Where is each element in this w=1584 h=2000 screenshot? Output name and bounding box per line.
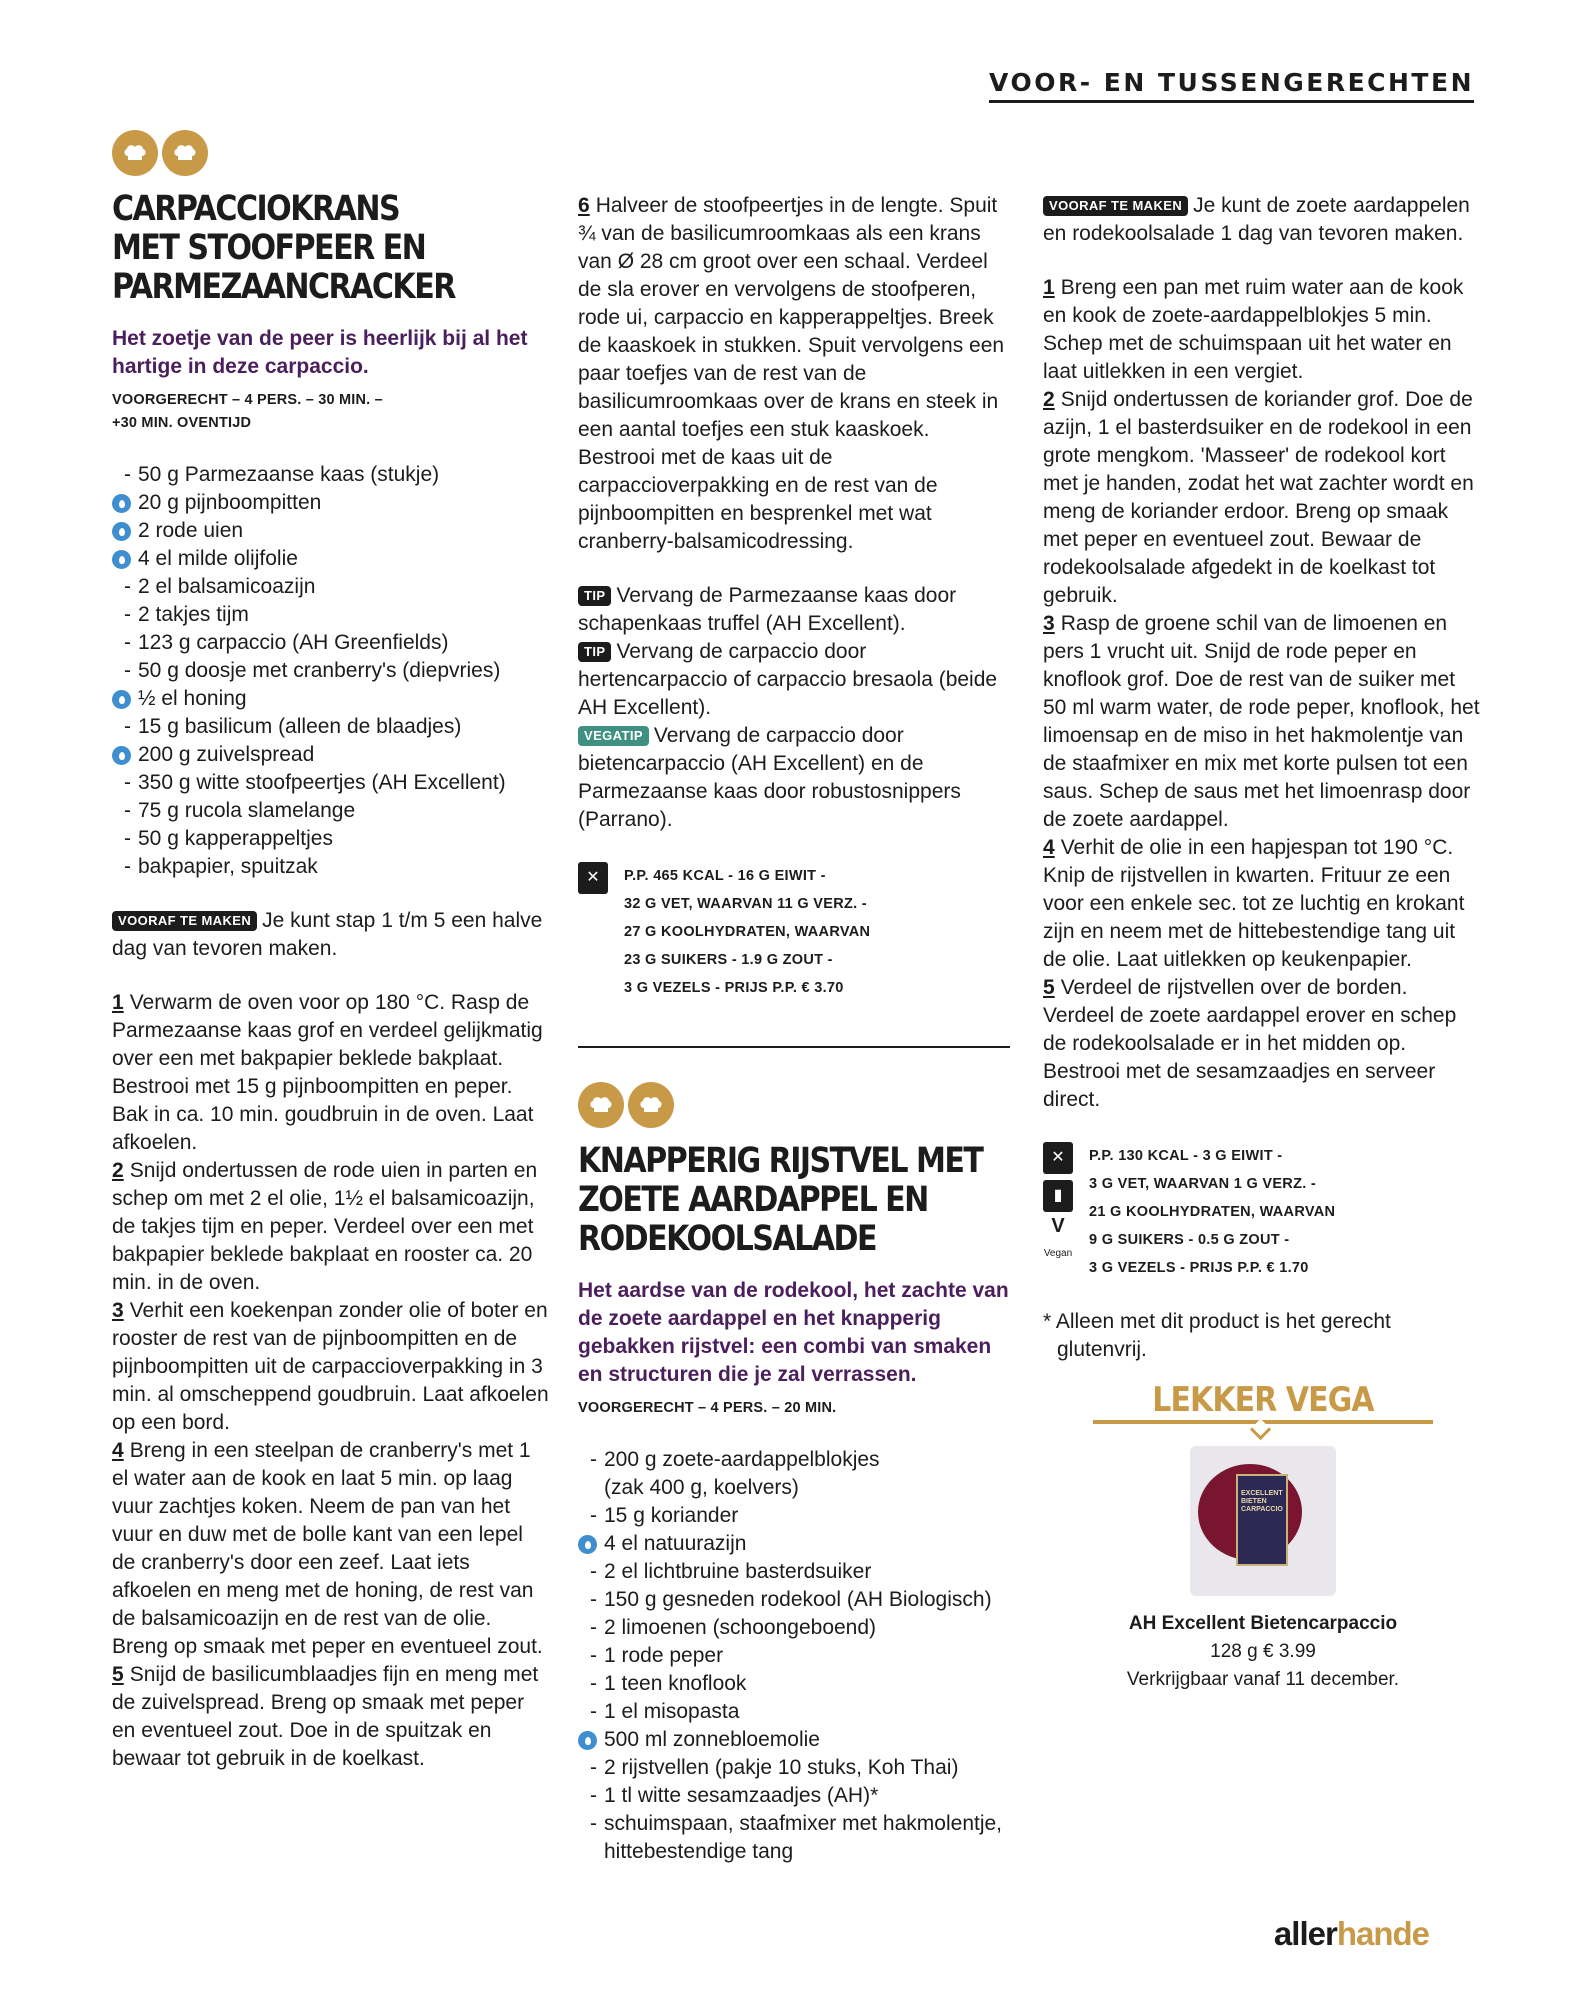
recipe2-meta: VOORGERECHT – 4 PERS. – 20 MIN. — [578, 1400, 837, 1416]
ingredient-item — [112, 629, 552, 657]
column-3 — [1043, 192, 1483, 1694]
ingredient-text: 2 takjes tijm — [138, 603, 249, 626]
tip-text: Vervang de Parmezaanse kaas door schapenkaas truffel (AH Excellent). — [578, 584, 957, 635]
meta-line: VOORGERECHT – 4 PERS. – 30 MIN. – — [112, 392, 383, 408]
ingredient-text: bakpapier, spuitzak — [138, 855, 318, 878]
title-line: ZOETE AARDAPPEL EN — [578, 1180, 928, 1220]
diet-icons — [1043, 1142, 1073, 1262]
step-number: 3 — [1043, 612, 1055, 635]
tip — [578, 722, 1010, 834]
nutrition-line: 3 G VEZELS - PRIJS P.P. € 1.70 — [1089, 1260, 1309, 1276]
recipe1-nutrition — [578, 862, 1010, 1002]
nutrition-line: 23 G SUIKERS - 1.9 G ZOUT - — [624, 952, 833, 968]
advance-text: Je kunt stap 1 t/m 5 een halve dag van tevoren maken. — [112, 909, 543, 960]
step-number: 2 — [1043, 388, 1055, 411]
product-name: AH Excellent Bietencarpaccio — [1128, 1613, 1398, 1634]
chef-hat-icon — [112, 130, 158, 176]
product-availability: Verkrijgbaar vanaf 11 december. — [1126, 1669, 1400, 1690]
dash: - — [590, 1588, 597, 1611]
ingredient-text: 200 g zuivelspread — [138, 743, 315, 766]
ingredient-text: 15 g koriander — [604, 1504, 739, 1527]
ingredient-item — [578, 1670, 1010, 1698]
ingredient-text: 150 g gesneden rodekool (AH Biologisch) — [604, 1588, 992, 1611]
step-number: 1 — [112, 991, 124, 1014]
dash: - — [124, 575, 131, 598]
ingredient-item — [112, 573, 552, 601]
tip-badge: VEGATIP — [578, 726, 649, 746]
divider — [578, 1046, 1010, 1048]
ingredient-text: 2 el balsamicoazijn — [138, 575, 316, 598]
product-image — [1190, 1446, 1336, 1596]
step-text: Verhit een koekenpan zonder olie of boter en rooster de rest van de pijnboompitten en de pijnboompitten uit de carpaccioverpakking in 3 min. al omscheppend goudbruin. Laat afkoelen op een bord. — [112, 1299, 549, 1434]
tip — [578, 638, 1010, 722]
recipe-step — [1043, 974, 1483, 1114]
ingredient-item — [578, 1502, 1010, 1530]
brand-logo — [1274, 1915, 1429, 1953]
difficulty-rating — [578, 1082, 1010, 1128]
ingredient-text: (zak 400 g, koelvers) — [604, 1476, 799, 1499]
ingredient-text: 50 g Parmezaanse kaas (stukje) — [138, 463, 440, 486]
title-line: MET STOOFPEER EN — [112, 228, 426, 268]
ingredient-item — [112, 517, 552, 545]
difficulty-rating — [112, 130, 552, 176]
tip-badge: TIP — [578, 586, 611, 606]
ingredient-text: 350 g witte stoofpeertjes (AH Excellent) — [138, 771, 506, 794]
step-number: 4 — [1043, 836, 1055, 859]
ingredient-text: schuimspaan, staafmixer met hakmolentje, hittebestendige tang — [604, 1812, 1003, 1863]
ingredient-item — [112, 797, 552, 825]
tip-text: Vervang de carpaccio door hertencarpaccio of carpaccio bresaola (beide AH Excellent). — [578, 640, 998, 719]
ingredient-item — [578, 1782, 1010, 1810]
step-text: Breng een pan met ruim water aan de kook en kook de zoete-aardappelblokjes 5 min. Schep met de schuimspaan uit het water en laat uitlekken in een vergiet. — [1043, 276, 1464, 383]
dash: - — [124, 603, 131, 626]
ingredient-item — [578, 1810, 1010, 1866]
recipe1-column — [112, 130, 552, 1773]
chef-hat-icon — [578, 1082, 624, 1128]
tip-text: Vervang de carpaccio door bietencarpaccio (AH Excellent) en de Parmezaanse kaas door robustosnippers (Parrano). — [578, 724, 961, 831]
nutrition-line: 32 G VET, WAARVAN 11 G VERZ. - — [624, 896, 867, 912]
dash: - — [124, 659, 131, 682]
ingredient-text: 2 el lichtbruine basterdsuiker — [604, 1560, 872, 1583]
dash: - — [590, 1616, 597, 1639]
pantry-drop-icon — [112, 690, 131, 709]
product-price: 128 g € 3.99 — [1210, 1641, 1316, 1662]
logo-part: hande — [1336, 1915, 1429, 1952]
dash: - — [590, 1812, 597, 1835]
promo-divider — [1093, 1420, 1433, 1424]
step-number: 2 — [112, 1159, 124, 1182]
step-text: Verhit de olie in een hapjespan tot 190 °C. Knip de rijstvellen in kwarten. Frituur ze een voor een enkele sec. tot ze luchtig en krokant zijn en neem met de hittebestendige tang uit de olie. Laat uitlekken op keukenpapier. — [1043, 836, 1465, 971]
recipe1-steps — [112, 989, 552, 1773]
step-number: 4 — [112, 1439, 124, 1462]
title-line: KNAPPERIG RIJSTVEL MET — [578, 1141, 983, 1181]
recipe-step — [1043, 274, 1483, 386]
dash: - — [124, 631, 131, 654]
dash: - — [590, 1672, 597, 1695]
ingredient-item — [112, 657, 552, 685]
recipe-step — [1043, 386, 1483, 610]
recipe2-intro: Het aardse van de rodekool, het zachte van de zoete aardappel en het knapperig gebakken rijstvel: een combi van smaken en structuren die je zal verrassen. — [578, 1279, 1009, 1386]
dash: - — [590, 1700, 597, 1723]
ingredient-item — [578, 1586, 1010, 1614]
footnote: * Alleen met dit product is het gerecht glutenvrij. — [1043, 1310, 1391, 1361]
dash: - — [590, 1560, 597, 1583]
recipe-step — [112, 989, 552, 1157]
step-text: Snijd ondertussen de rode uien in parten en schep om met 2 el olie, 1½ el balsamicoazijn, de takjes tijm en peper. Verdeel over een met bakpapier beklede bakplaat en rooster ca. 20 min. in de oven. — [112, 1159, 538, 1294]
recipe1-tips — [578, 582, 1010, 834]
ingredient-text: 2 rijstvellen (pakje 10 stuks, Koh Thai) — [604, 1756, 959, 1779]
pantry-drop-icon — [112, 494, 131, 513]
recipe2-title — [578, 1142, 1009, 1259]
nutrition-text — [1089, 1142, 1335, 1282]
dash: - — [124, 463, 131, 486]
diet-icons — [578, 862, 608, 894]
step-number: 1 — [1043, 276, 1055, 299]
vegan-label: Vegan — [1043, 1248, 1073, 1259]
dash: - — [124, 799, 131, 822]
ingredient-text: 20 g pijnboompitten — [138, 491, 322, 514]
meta-line: +30 MIN. OVENTIJD — [112, 415, 252, 431]
ingredient-text: 2 limoenen (schoongeboend) — [604, 1616, 877, 1639]
advance-text: Je kunt de zoete aardappelen en rodekoolsalade 1 dag van tevoren maken. — [1043, 194, 1470, 245]
recipe2-steps — [1043, 274, 1483, 1114]
column-2 — [578, 192, 1010, 1866]
ingredient-item — [112, 713, 552, 741]
dash: - — [590, 1756, 597, 1779]
recipe-step — [112, 1661, 552, 1773]
ingredient-item — [578, 1726, 1010, 1754]
title-line: CARPACCIOKRANS — [112, 189, 400, 229]
step-number: 6 — [578, 194, 590, 217]
step-text: Snijd de basilicumblaadjes fijn en meng met de zuivelspread. Breng op smaak met peper en eventueel zout. Doe in de spuitzak en bewaar tot gebruik in de koelkast. — [112, 1663, 539, 1770]
ingredient-text: 15 g basilicum (alleen de blaadjes) — [138, 715, 462, 738]
gluten-free-icon: ✕ — [1043, 1142, 1073, 1174]
nutrition-line: 3 G VEZELS - PRIJS P.P. € 3.70 — [624, 980, 844, 996]
ingredient-item — [578, 1558, 1010, 1586]
ingredient-item — [578, 1754, 1010, 1782]
ingredient-item — [578, 1446, 1010, 1474]
recipe1-steps-continued — [578, 192, 1010, 556]
ingredient-item — [578, 1474, 1010, 1502]
ingredient-text: 200 g zoete-aardappelblokjes — [604, 1448, 880, 1471]
ingredient-item — [578, 1614, 1010, 1642]
ingredient-text: 123 g carpaccio (AH Greenfields) — [138, 631, 449, 654]
pack-text: EXCELLENT BIETEN CARPACCIO — [1241, 1490, 1283, 1513]
nutrition-line: 9 G SUIKERS - 0.5 G ZOUT - — [1089, 1232, 1290, 1248]
ingredient-text: 50 g kapperappeltjes — [138, 827, 333, 850]
ingredient-text: 500 ml zonnebloemolie — [604, 1728, 820, 1751]
ingredient-item — [112, 825, 552, 853]
recipe2-nutrition — [1043, 1142, 1483, 1282]
ingredient-item — [112, 853, 552, 881]
step-number: 5 — [112, 1663, 124, 1686]
ingredient-text: 2 rode uien — [138, 519, 244, 542]
ingredient-item — [578, 1642, 1010, 1670]
step-number: 3 — [112, 1299, 124, 1322]
ingredient-item — [112, 489, 552, 517]
advance-badge: VOORAF TE MAKEN — [112, 911, 257, 931]
ingredient-text: 50 g doosje met cranberry's (diepvries) — [138, 659, 501, 682]
recipe1-meta — [112, 389, 552, 435]
dash: - — [590, 1504, 597, 1527]
lactose-free-icon: ▮ — [1043, 1180, 1073, 1212]
recipe1-advance — [112, 907, 552, 963]
ingredient-text: 1 teen knoflook — [604, 1672, 747, 1695]
step-text: Verwarm de oven voor op 180 °C. Rasp de Parmezaanse kaas grof en verdeel gelijkmatig over een met bakpapier beklede bakplaat. Bestrooi met 15 g pijnboompitten en peper. Bak in ca. 10 min. goudbruin in de oven. Laat afkoelen. — [112, 991, 543, 1154]
tip — [578, 582, 1010, 638]
logo-part: aller — [1273, 1915, 1337, 1952]
dash: - — [590, 1644, 597, 1667]
tip-badge: TIP — [578, 642, 611, 662]
chef-hat-icon — [162, 130, 208, 176]
ingredient-item — [112, 741, 552, 769]
step-text: Rasp de groene schil van de limoenen en pers 1 vrucht uit. Snijd de rode peper en knoflook grof. Doe de rest van de suiker met 50 ml warm water, de rode peper, knoflook, het limoensap en de miso in het hakmolentje van de staafmixer en mix met korte pulsen tot een saus. Schep de saus met het limoenrasp door de zoete aardappel. — [1043, 612, 1480, 831]
recipe-step — [112, 1297, 552, 1437]
chef-hat-icon — [628, 1082, 674, 1128]
nutrition-text — [624, 862, 870, 1002]
ingredient-text: 4 el milde olijfolie — [138, 547, 298, 570]
title-line: RODEKOOLSALADE — [578, 1219, 876, 1259]
promo-heading: LEKKER VEGA — [1152, 1380, 1374, 1420]
recipe1-ingredient-list — [112, 461, 552, 881]
recipe2-ingredient-list — [578, 1446, 1010, 1866]
pantry-drop-icon — [112, 550, 131, 569]
gluten-free-icon: ✕ — [578, 862, 608, 894]
ingredient-item — [112, 685, 552, 713]
ingredient-text: 4 el natuurazijn — [604, 1532, 747, 1555]
nutrition-line: 27 G KOOLHYDRATEN, WAARVAN — [624, 924, 871, 940]
nutrition-line: P.P. 465 KCAL - 16 G EIWIT - — [624, 868, 826, 884]
product-caption — [1043, 1610, 1483, 1694]
recipe-step — [112, 1157, 552, 1297]
product-pack — [1236, 1474, 1288, 1566]
advance-badge: VOORAF TE MAKEN — [1043, 196, 1188, 216]
section-header: VOOR- EN TUSSENGERECHTEN — [989, 68, 1474, 103]
recipe-step — [112, 1437, 552, 1661]
pantry-drop-icon — [112, 746, 131, 765]
ingredient-item — [112, 461, 552, 489]
recipe1-intro: Het zoetje van de peer is heerlijk bij al het hartige in deze carpaccio. — [112, 327, 528, 378]
ingredient-text: 1 rode peper — [604, 1644, 724, 1667]
recipe-step — [1043, 610, 1483, 834]
recipe-step — [578, 192, 1010, 556]
ingredient-item — [578, 1698, 1010, 1726]
dash: - — [124, 771, 131, 794]
pantry-drop-icon — [112, 522, 131, 541]
ingredient-item — [578, 1530, 1010, 1558]
ingredient-text: 75 g rucola slamelange — [138, 799, 356, 822]
recipe1-title — [112, 190, 551, 307]
dash: - — [124, 715, 131, 738]
nutrition-line: 21 G KOOLHYDRATEN, WAARVAN — [1089, 1204, 1336, 1220]
step-number: 5 — [1043, 976, 1055, 999]
step-text: Snijd ondertussen de koriander grof. Doe de azijn, 1 el basterdsuiker en de rodekool in een grote mengkom. 'Masseer' de rodekool kort met je handen, zodat het wat zachter wordt en meng de koriander erdoor. Breng op smaak met peper en eventueel zout. Bewaar de rodekoolsalade afgedekt in de koelkast tot gebruik. — [1043, 388, 1474, 607]
ingredient-item — [112, 769, 552, 797]
pantry-drop-icon — [578, 1535, 597, 1554]
ingredient-text: 1 tl witte sesamzaadjes (AH)* — [604, 1784, 879, 1807]
recipe-step — [1043, 834, 1483, 974]
dash: - — [590, 1784, 597, 1807]
ingredient-item — [112, 545, 552, 573]
nutrition-line: P.P. 130 KCAL - 3 G EIWIT - — [1089, 1148, 1283, 1164]
dash: - — [590, 1448, 597, 1471]
dash: - — [124, 827, 131, 850]
step-text: Verdeel de rijstvellen over de borden. Verdeel de zoete aardappel erover en schep de rodekoolsalade er in het midden op. Bestrooi met de sesamzaadjes en serveer direct. — [1043, 976, 1457, 1111]
ingredient-text: 1 el misopasta — [604, 1700, 740, 1723]
pantry-drop-icon — [578, 1731, 597, 1750]
recipe2-advance — [1043, 192, 1483, 248]
step-text: Halveer de stoofpeertjes in de lengte. Spuit ¾ van de basilicumroomkaas als een krans van Ø 28 cm groot over een schaal. Verdeel de sla erover en vervolgens de stoofperen, rode ui, carpaccio en kapperappeltjes. Breek de kaaskoek in stukken. Spuit vervolgens een paar toefjes van de rest van de basilicumroomkaas over de krans en steek in een aantal toefjes een stuk kaaskoek. Bestrooi met de kaas uit de carpaccioverpakking en de rest van de pijnboompitten en besprenkel met wat cranberry-balsamicodressing. — [578, 194, 1005, 553]
title-line: PARMEZAANCRACKER — [112, 267, 455, 307]
ingredient-text: ½ el honing — [138, 687, 247, 710]
dash: - — [124, 855, 131, 878]
step-text: Breng in een steelpan de cranberry's met 1 el water aan de kook en laat 5 min. op laag vuur zachtjes koken. Neem de pan van het vuur en duw met de bolle kant van een lepel de cranberry's door een zeef. Laat iets afkoelen en meng met de honing, de rest van de balsamicoazijn en de rest van de olie. Breng op smaak met peper en eventueel zout. — [112, 1439, 543, 1658]
vegan-icon: V Vegan — [1043, 1218, 1073, 1262]
ingredient-item — [112, 601, 552, 629]
nutrition-line: 3 G VET, WAARVAN 1 G VERZ. - — [1089, 1176, 1317, 1192]
